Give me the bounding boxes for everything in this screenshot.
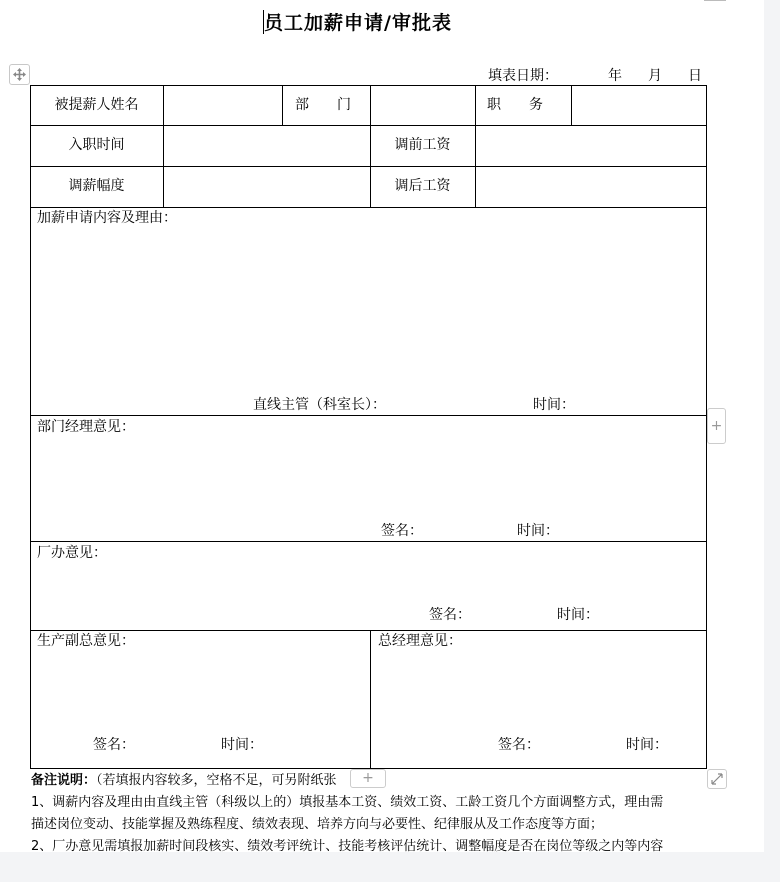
vp-production-label: 生产副总意见： <box>37 633 135 649</box>
reason-time-label: 时间： <box>533 397 575 413</box>
resize-icon <box>711 773 723 785</box>
notes-section <box>31 770 663 852</box>
vp-production-time-label: 时间： <box>221 737 263 753</box>
dept-manager-label: 部门经理意见： <box>37 419 135 435</box>
dept-label: 部 门 <box>295 97 351 113</box>
factory-office-sign-label: 签名： <box>429 607 471 623</box>
vertical-scrollbar[interactable] <box>764 0 780 882</box>
add-column-button[interactable]: + <box>350 769 386 788</box>
general-manager-label: 总经理意见： <box>378 633 462 649</box>
salary-before-label: 调前工资 <box>394 137 451 153</box>
supervisor-label: 直线主管（科室长）： <box>253 397 386 413</box>
table-move-handle[interactable] <box>9 64 30 85</box>
factory-office-time-label: 时间： <box>557 607 599 623</box>
fill-date-label: 填表日期： <box>488 68 558 84</box>
position-label: 职 务 <box>487 97 543 113</box>
dept-manager-sign-label: 签名： <box>381 523 423 539</box>
fill-date-month: 月 <box>648 68 662 84</box>
dept-manager-time-label: 时间： <box>517 523 559 539</box>
reason-label: 加薪申请内容及理由： <box>37 210 177 226</box>
notes-item-1-cont: 描述岗位变动、技能掌握及熟练程度、绩效表现、培养方向与必要性、纪律服从及工作态度等方面； <box>31 817 604 832</box>
raise-range-label: 调薪幅度 <box>68 178 125 194</box>
bottom-gutter <box>0 852 780 882</box>
general-manager-time-label: 时间： <box>626 737 668 753</box>
move-icon <box>13 68 26 81</box>
form-title[interactable]: 员工加薪申请/审批表 <box>264 12 452 34</box>
hire-date-label: 入职时间 <box>68 137 125 153</box>
notes-item-2: 2、厂办意见需填报加薪时间段核实、绩效考评统计、技能考核评估统计、调整幅度是否在岗位等级之内等内容 <box>31 839 664 852</box>
fill-date-day: 日 <box>688 68 702 84</box>
salary-after-label: 调后工资 <box>394 178 451 194</box>
page-corner-mark <box>704 0 726 3</box>
fill-date-year: 年 <box>608 68 622 84</box>
notes-item-1: 1、调薪内容及理由由直线主管（科级以上的）填报基本工资、绩效工资、工龄工资几个方面调整方式，理由需 <box>31 795 664 810</box>
table-resize-handle[interactable] <box>707 769 727 789</box>
general-manager-sign-label: 签名： <box>498 737 540 753</box>
notes-heading-line <box>31 770 663 792</box>
name-label: 被提薪人姓名 <box>54 97 139 113</box>
notes-heading: 备注说明： <box>31 773 97 788</box>
add-row-button[interactable]: + <box>707 408 726 444</box>
factory-office-label: 厂办意见： <box>37 545 107 561</box>
notes-heading-rest: （若填报内容较多，空格不足，可另附纸张 <box>96 773 337 788</box>
vp-production-sign-label: 签名： <box>93 737 135 753</box>
